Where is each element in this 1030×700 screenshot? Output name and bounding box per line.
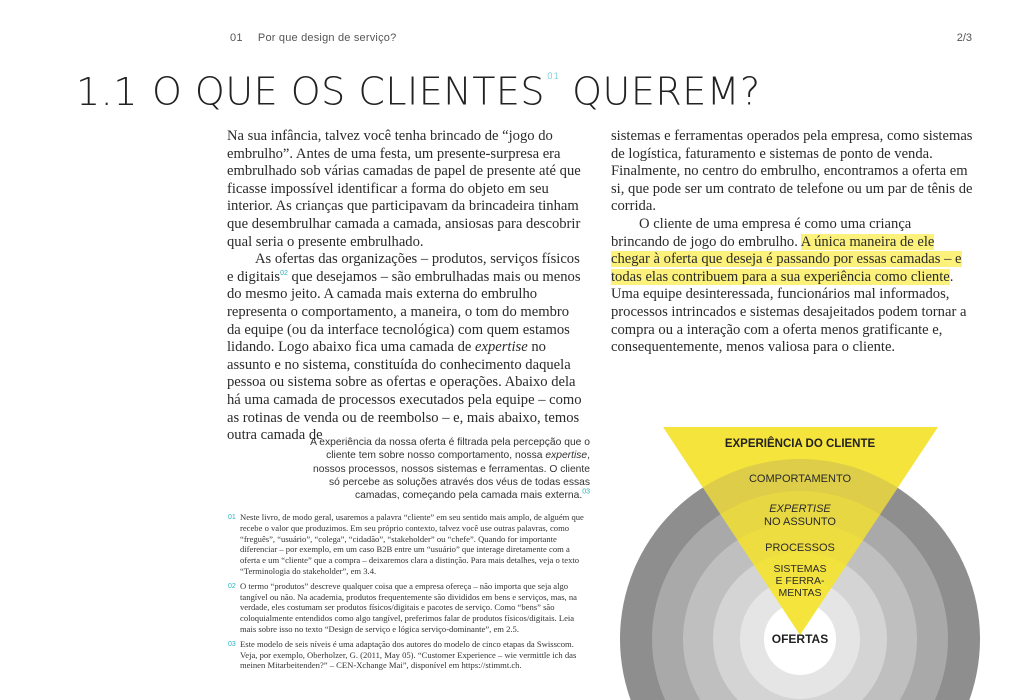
footnote-number: 01 — [228, 514, 236, 521]
title-part-1: O QUE OS CLIENTES — [151, 69, 546, 114]
footnotes — [228, 512, 590, 675]
layer-expertise-label: NO ASSUNTO — [764, 516, 836, 528]
section-number: 1.1 — [76, 69, 138, 114]
layer-expertise-label-em: EXPERTISE — [769, 503, 831, 515]
paragraph-2: As ofertas das organizações – produtos, serviços físicos e digitais$^{02}$ que desejamos – são embrulhadas mais ou menos do mesmo jeito. A camada mais externa do embrulho representa o comportamento, a maneira, o tom do membro da equipe (ou da interface tecnológica) com quem estamos lidando. Logo abaixo fica uma camada de expertise no assunto e no sistema, constituída do conhecimento daquela pessoa ou sistema sobre as ofertas e operações. Abaixo dela há uma camada de processos executados pela equipe – como as rotinas de venda ou de reembolso – e, mais abaixo, temos outra camada de — [227, 251, 582, 444]
running-head — [230, 32, 396, 44]
body-column-right — [611, 128, 973, 357]
footnote-item — [228, 512, 590, 577]
footnote-ref-03[interactable]: 03 — [582, 488, 590, 496]
chapter-number: 01 — [230, 32, 243, 44]
layer-systems-label-3: MENTAS — [778, 587, 822, 599]
figure-caption: A experiência da nossa oferta é filtrada pela percepção que o cliente tem sobre nosso comportamento, nossa expertise, nossos processos, nossos sistemas e ferramentas. O cliente só percebe as soluções através dos véus de todas essas camadas, começando pela camada mais externa.$^{03}$ — [310, 437, 590, 502]
footnote-number: 03 — [228, 640, 236, 648]
paragraph-4: O cliente de uma empresa é como uma criança brincando de jogo do embrulho. A única maneira de ele chegar à oferta que deseja é passando por essas camadas – e todas elas contribuem para a sua experiência como cliente. Uma equipe desinteressada, funcionários mal informados, processos intrincados e sistemas desajeitados podem tornar a compra ou a interação com a oferta menos gratificante e, consequentemente, menos valiosa para o cliente. — [611, 215, 967, 356]
footnote-ref-01[interactable]: 01 — [547, 72, 560, 82]
chapter-title: Por que design de serviço? — [257, 32, 397, 44]
layer-systems-label-2: E FERRA- — [775, 575, 825, 587]
footnote-item — [228, 639, 590, 671]
footnote-ref-02[interactable]: 02 — [280, 269, 288, 277]
footnote-text: O termo “produtos” descreve qualquer coisa que a empresa ofereça – não importa que seja algo tangível ou não. Na academia, produtos frequentemente são divididos em bens e serviços, mas, na verdade, eles costumam ser produtos físicos/digitais e pacotes de serviço. Como “bens” são coloquialmente entendidos como algo tangível, preferimos falar de produtos físicos/digitais. Leia mais sobre isso no texto “Design de serviço e lógica serviço-dominante”, em 2.5. — [240, 580, 577, 634]
core-offer-label: OFERTAS — [771, 632, 829, 646]
footnote-text: Neste livro, de modo geral, usaremos a palavra “cliente” em seu sentido mais amplo, de alguém que recebe o valor que produzimos. Em seu próprio contexto, talvez você use outras palavras, como “freguês”, “usuário”, “colega”, “cidadão”, “stakeholder” ou “chefe”. Quando for importante diferenciar – por exemplo, em um caso B2B entre um “usuário” que interage diretamente com a oferta e um “cliente” que a compra – deixaremos clara a distinção. Para mais detalhes, veja o texto “Terminologia do stakeholder”, em 3.4. — [240, 512, 584, 576]
paragraph-1: Na sua infância, talvez você tenha brincado de “jogo do embrulho”. Antes de uma festa, um presente-surpresa era embrulhado sob várias camadas de papel de presente até que ficasse impossível identificar a forma do objeto em seu interior. As crianças que participavam da brincadeira tinham que desembrulhar camada a camada, ansiosas para descobrir qual seria o presente embrulhado. — [227, 128, 581, 250]
highlighted-text: A única maneira de ele chegar à oferta que deseja é passando por essas camadas – e todas elas contribuem para a sua experiência como cliente — [611, 233, 962, 285]
footnote-item — [228, 581, 590, 635]
footnote-text: Este modelo de seis níveis é uma adaptação dos autores do modelo de cinco etapas da Swisscom. Veja, por exemplo, Oberholzer, G. (2011, May 05). “Customer Experience – wie vermittle ich das meinen Mitarbeitenden?” – CEN-Xchange Mai”, disponível em https://stimmt.ch. — [240, 638, 577, 671]
layer-systems-label-1: SISTEMAS — [773, 563, 827, 575]
layer-behavior-label: COMPORTAMENTO — [748, 473, 852, 485]
page-number: 2/3 — [956, 32, 972, 44]
layers-diagram — [618, 405, 988, 700]
layer-processes-label: PROCESSOS — [765, 542, 835, 554]
paragraph-3: sistemas e ferramentas operados pela empresa, como sistemas de logística, faturamento e sistemas de ponto de venda. Finalmente, no centro do embrulho, encontramos a oferta em si, que pode ser um contrato de telefone ou um par de tênis de corrida. — [611, 128, 973, 215]
body-column-left — [227, 128, 584, 445]
title-part-2: QUEREM? — [572, 69, 761, 114]
footnote-number: 02 — [228, 582, 236, 590]
funnel-label: EXPERIÊNCIA DO CLIENTE — [724, 438, 876, 450]
section-title — [76, 64, 761, 117]
